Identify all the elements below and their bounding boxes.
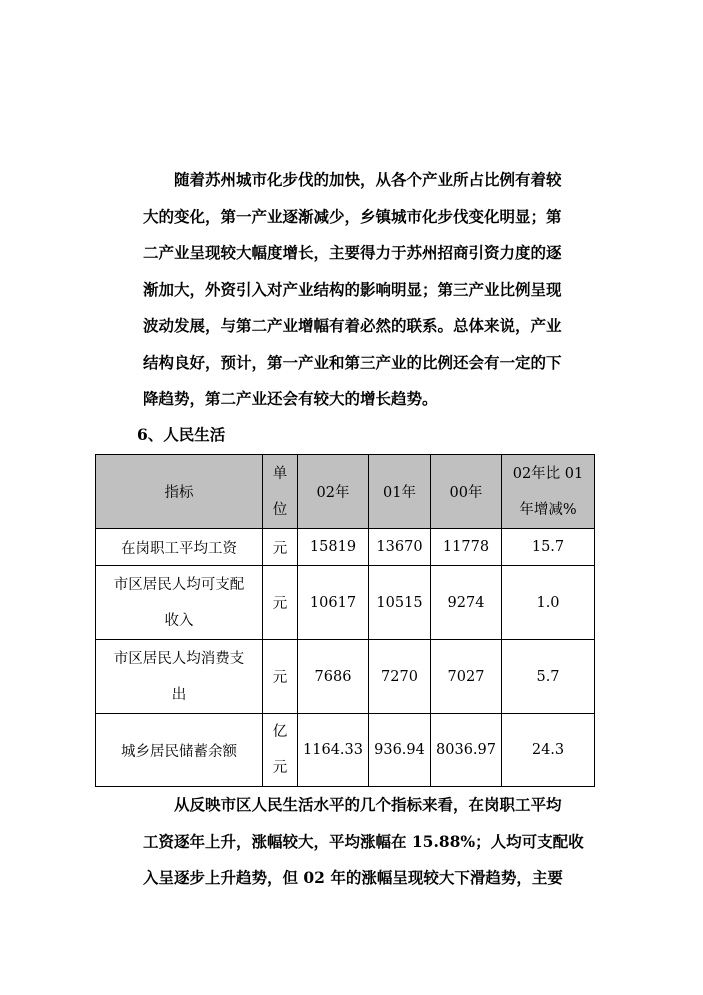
table-row [96,529,595,566]
paragraph-line: 降趋势，第二产业还会有较大的增长趋势。 [143,389,438,408]
header-change: 02年比 01 年增减% [502,455,595,529]
cell-indicator: 市区居民人均消费支 出 [96,640,263,714]
paragraph-line: 从反映市区人民生活水平的几个指标来看，在岗职工平均 [174,795,562,814]
paragraph-line: 二产业呈现较大幅度增长，主要得力于苏州招商引资力度的逐 [143,243,562,262]
cell-y01: 13670 [369,529,431,566]
cell-change: 15.7 [502,529,595,566]
cell-y02: 15819 [298,529,369,566]
cell-y02: 1164.33 [298,714,369,787]
cell-unit: 元 [263,529,298,566]
cell-change: 1.0 [502,566,595,640]
cell-y00: 7027 [431,640,502,714]
paragraph-line: 随着苏州城市化步伐的加快，从各个产业所占比例有着较 [174,170,562,189]
paragraph-line: 工资逐年上升，涨幅较大，平均涨幅在 15.88%；人均可支配收 [143,831,584,851]
cell-indicator: 在岗职工平均工资 [96,529,263,566]
cell-y02: 7686 [298,640,369,714]
cell-indicator: 城乡居民储蓄余额 [96,714,263,787]
paragraph-line: 波动发展，与第二产业增幅有着必然的联系。总体来说，产业 [143,316,562,335]
cell-unit: 元 [263,640,298,714]
cell-y01: 936.94 [369,714,431,787]
header-year-02: 02年 [298,455,369,529]
cell-change: 5.7 [502,640,595,714]
cell-y00: 9274 [431,566,502,640]
paragraph-line: 结构良好，预计，第一产业和第三产业的比例还会有一定的下 [143,352,562,372]
header-year-00: 00年 [431,455,502,529]
section-heading: 6、人民生活 [137,425,226,444]
header-indicator: 指标 [96,455,263,529]
table-header-row [96,455,595,529]
cell-change: 24.3 [502,714,595,787]
cell-y00: 8036.97 [431,714,502,787]
table-row [96,566,595,640]
paragraph-industry-structure [143,162,598,418]
cell-y00: 11778 [431,529,502,566]
cell-y02: 10617 [298,566,369,640]
people-living-table [95,454,595,787]
table-row [96,714,595,787]
cell-y01: 10515 [369,566,431,640]
table-row [96,640,595,714]
cell-y01: 7270 [369,640,431,714]
header-unit: 单 位 [263,455,298,529]
paragraph-line: 渐加大，外资引入对产业结构的影响明显；第三产业比例呈现 [143,279,562,299]
paragraph-line: 大的变化，第一产业逐渐减少，乡镇城市化步伐变化明显；第 [143,206,562,226]
paragraph-living-standards [143,787,598,897]
cell-unit: 元 [263,566,298,640]
cell-unit: 亿 元 [263,714,298,787]
cell-indicator: 市区居民人均可支配 收入 [96,566,263,640]
paragraph-line: 入呈逐步上升趋势，但 02 年的涨幅呈现较大下滑趋势，主要 [143,868,563,887]
header-year-01: 01年 [369,455,431,529]
